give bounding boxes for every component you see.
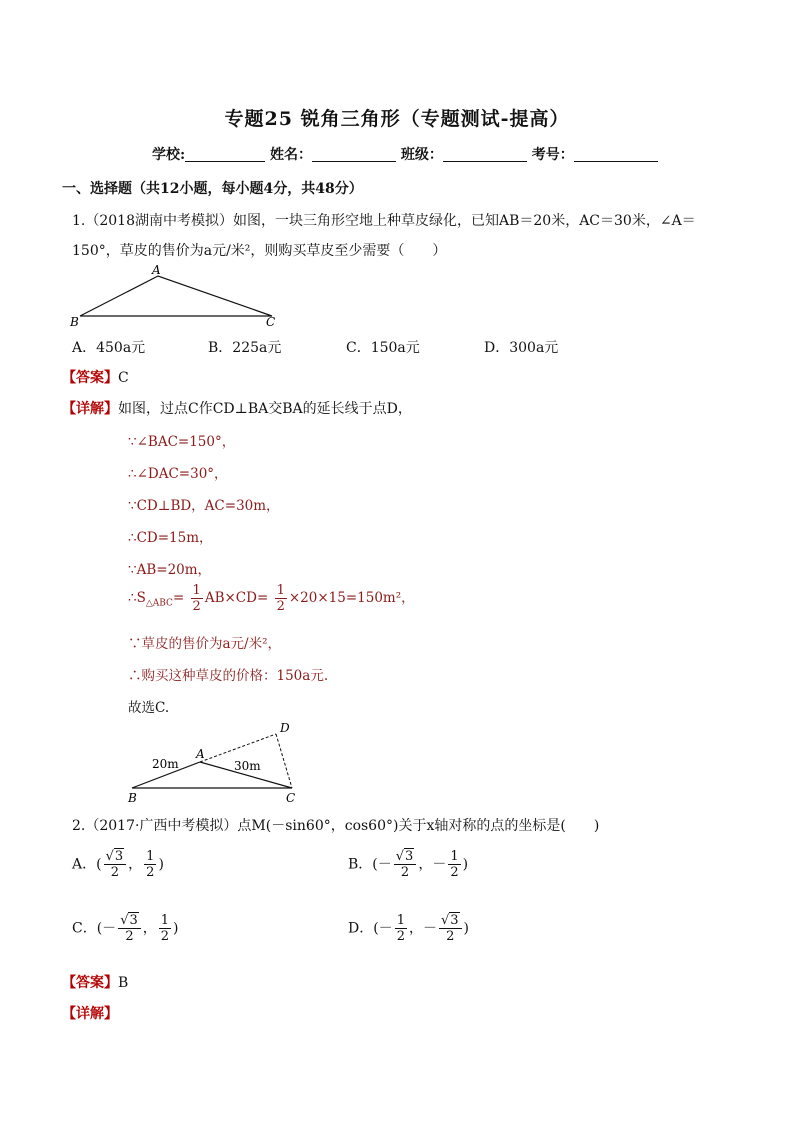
number-label: 考号： [531,147,574,163]
vertex-a-label: A [152,264,161,277]
q2-option-a[interactable]: A．( $\frac{√3}{2}$ ， $\frac{1}{2}$ ) [72,849,164,880]
section-heading: 一、选择题（共12小题，每小题4分，共48分） [62,181,363,197]
fig2-a-label: A [196,747,205,761]
class-label: 班级： [400,147,443,163]
q2-answer [62,972,128,992]
page-title: 专题25 锐角三角形（专题测试-提高） [224,108,570,130]
q1-stem-line1: 1.（2018湖南中考模拟）如图，一块三角形空地上种草皮绿化，已知AB＝20米，AC＝30米，∠A＝ [72,213,696,229]
q1-detail [62,398,412,418]
q1-option-b[interactable]: B．225a元 [208,340,282,356]
fig2-ac-length: 30m [234,759,261,773]
number-blank[interactable] [574,147,658,162]
detail-tag: 【详解】 [62,1006,118,1022]
vertex-c-label: C [266,315,276,329]
triangle-abc [80,276,272,316]
area-prefix: ∴S [128,590,146,606]
q1-option-c[interactable]: C．150a元 [346,340,420,356]
area-tail: ×20×15=150m²， [288,590,415,606]
q1-step-2: ∴∠DAC=30°， [128,466,228,482]
area-fraction-1: $\frac{1}{2}$ [192,583,201,614]
area-eq: = [172,590,185,606]
q1-step-3: ∵CD⊥BD，AC=30m， [128,498,280,514]
q1-triangle-figure [66,264,296,332]
q1-step-1: ∵∠BAC=150°， [128,434,236,450]
q1-step-5: ∵AB=20m， [128,562,212,578]
q1-option-a[interactable]: A．450a元 [72,340,146,356]
name-label: 姓名： [270,147,313,163]
school-blank[interactable] [185,147,265,162]
fig2-b-label: B [128,791,137,805]
answer-tag: 【答案】 [62,370,118,386]
fig2-c-label: C [286,791,296,805]
school-label: 学校: [152,147,186,163]
student-info-line [152,144,658,164]
q1-buy-step: ∴购买这种草皮的价格：150a元. [128,668,329,684]
q2-option-c[interactable]: C．(－ $\frac{√3}{2}$ ， $\frac{1}{2}$ ) [72,913,179,944]
q1-choose: 故选C. [128,700,170,716]
detail-tag: 【详解】 [62,401,118,417]
area-fraction-2: $\frac{1}{2}$ [276,583,285,614]
answer-tag: 【答案】 [62,975,118,991]
area-mid: AB×CD= [204,590,269,606]
class-blank[interactable] [443,147,527,162]
q1-solution-figure [122,718,312,808]
q2-option-d[interactable]: D．(－ $\frac{1}{2}$ ，－ $\frac{√3}{2}$ ) [348,913,470,944]
fig2-ab-length: 20m [152,757,179,771]
answer-value: B [118,975,129,991]
q1-step-4: ∴CD=15m， [128,530,213,546]
q1-answer [62,367,129,387]
q1-price-step: ∵草皮的售价为a元/米²， [128,636,282,652]
detail-intro: 如图，过点C作CD⊥BA交BA的延长线于点D， [118,401,412,417]
q2-option-b[interactable]: B．(－ $\frac{√3}{2}$ ，－ $\frac{1}{2}$ ) [348,849,469,880]
name-blank[interactable] [312,147,396,162]
q1-area-step [128,584,415,613]
q1-stem-line2: 150°，草皮的售价为a元/米²，则购买草皮至少需要（ ） [72,243,447,259]
vertex-b-label: B [70,315,79,329]
q2-detail [62,1003,118,1023]
q1-option-d[interactable]: D．300a元 [484,340,559,356]
area-sub: △ABC [145,598,173,609]
answer-value: C [118,370,129,386]
q2-stem: 2.（2017·广西中考模拟）点M(－sin60°，cos60°)关于x轴对称的点的坐标是( ) [72,818,600,834]
fig2-d-label: D [280,721,290,735]
